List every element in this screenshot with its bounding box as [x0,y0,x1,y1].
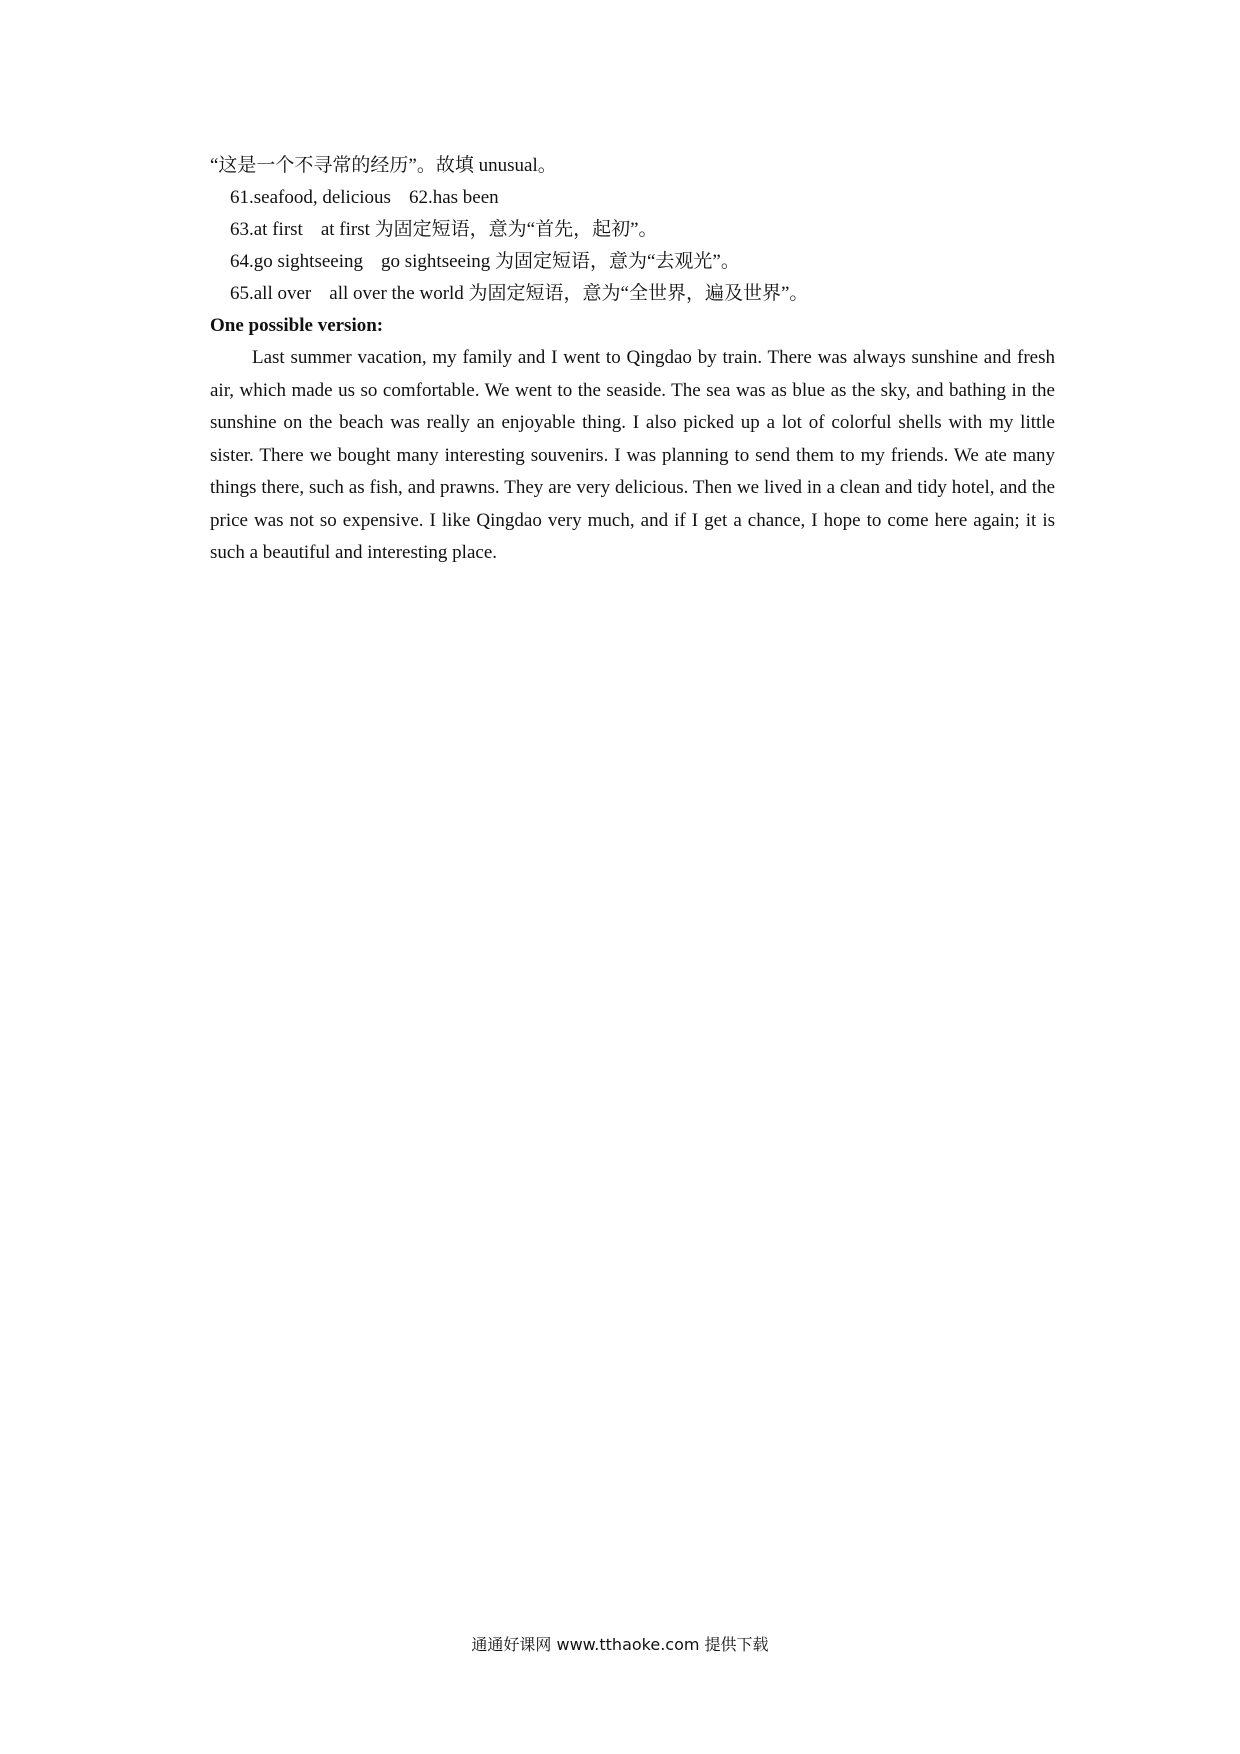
page-footer: 通通好课网 www.tthaoke.com 提供下载 [471,1635,769,1654]
answer-63-explanation: at first 为固定短语，意为“首先，起初”。 [320,219,658,240]
answer-63-key: 63.at first [230,219,303,240]
answer-explanation-60: “这是一个不寻常的经历”。故填 unusual。 [210,155,557,176]
essay-heading: One possible version: [210,315,384,336]
answer-64 [210,246,1055,278]
answer-61-62 [210,182,1055,214]
answer-65 [210,278,1055,310]
answer-64-key: 64.go sightseeing [230,251,363,272]
answer-62: 62.has been [408,187,499,208]
sample-essay: Last summer vacation, my family and I went to Qingdao by train. There was always sunshine and fresh air, which made us so comfortable. We went to the seaside. The sea was as blue as the sky, and bathing in the sunshine on the beach was really an enjoyable thing. I also picked up a lot of colorful shells with my little sister. There we bought many interesting souvenirs. I was planning to send them to my friends. We ate many things there, such as fish, and prawns. They are very delicious. Then we lived in a clean and tidy hotel, and the price was not so expensive. I like Qingdao very much, and if I get a chance, I hope to come here again; it is such a beautiful and interesting place. [210,347,1055,563]
answer-content [210,150,1055,570]
answer-65-key: 65.all over [230,283,312,304]
answer-64-explanation: go sightseeing 为固定短语，意为“去观光”。 [381,251,740,272]
answer-61: 61.seafood, delicious [230,187,391,208]
answer-63 [210,214,1055,246]
answer-65-explanation: all over the world 为固定短语，意为“全世界，遍及世界”。 [329,283,809,304]
